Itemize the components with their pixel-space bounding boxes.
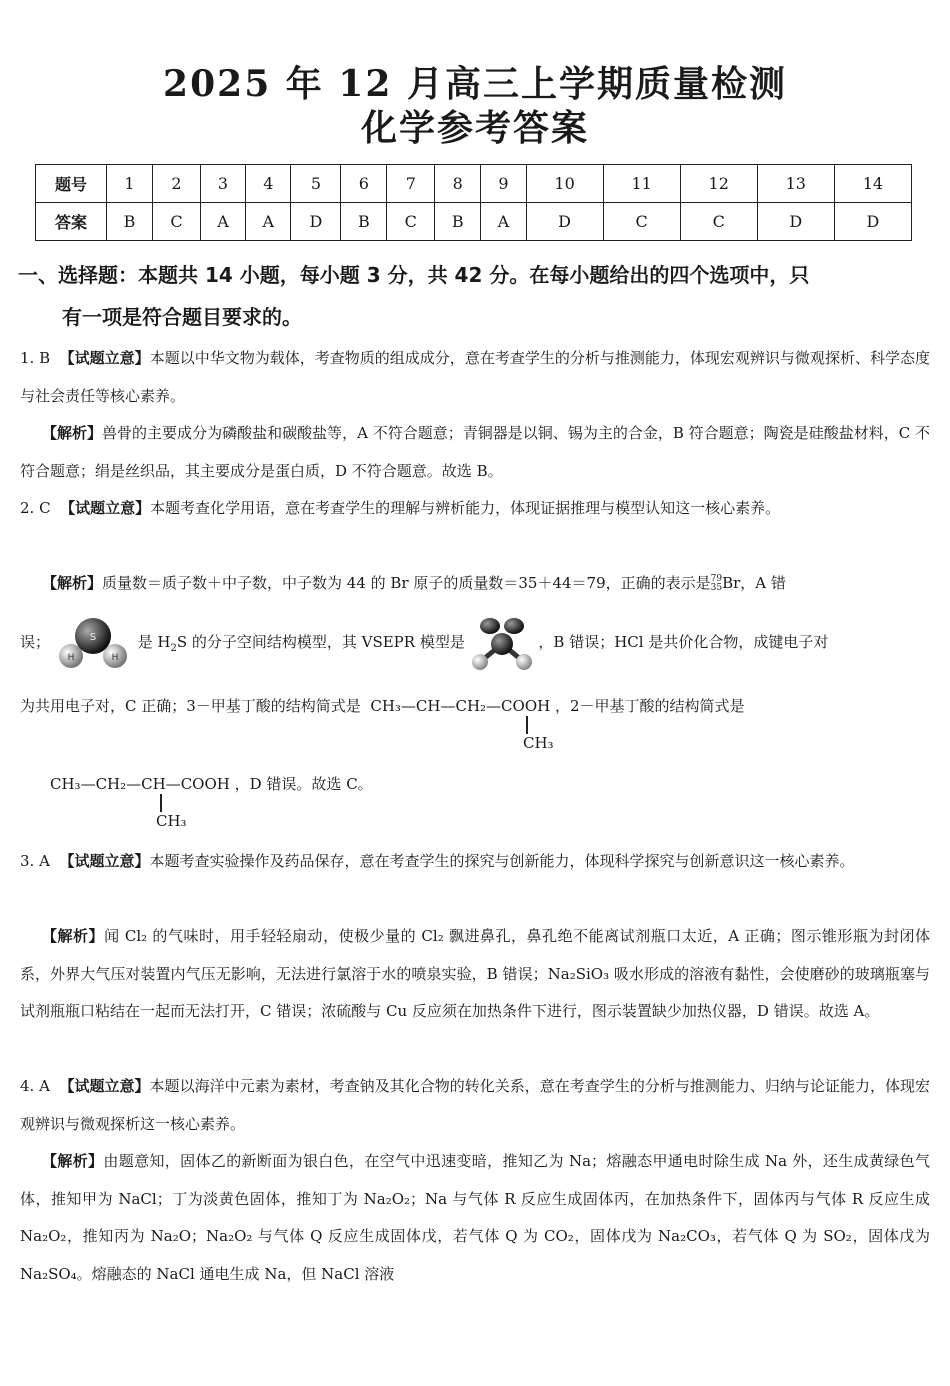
vsepr-model-icon <box>470 614 534 672</box>
q1-intent: 1. B 【试题立意】本题以中华文物为载体，考查物质的组成成分，意在考查学生的分析与推测能力，体现宏观辨识与微观探析、科学态度与社会责任等核心素养。 <box>20 349 930 405</box>
title-line1: 2025 年 12 月高三上学期质量检测 <box>163 63 787 105</box>
q3-analysis: 【解析】闻 Cl₂ 的气味时，用手轻轻扇动，使极少量的 Cl₂ 飘进鼻孔，鼻孔绝不能离试剂瓶口太近，A 正确；图示锥形瓶为封闭体系，外界大气压对装置内气压无影响，无法进行氯溶于水的喷泉实验，B 错误；Na₂SiO₃ 吸水形成的溶液有黏性，会使磨砂的玻璃瓶塞与试剂瓶瓶口粘结在一起而无法打开，C 错误；浓硫酸与 Cu 反应须在加热条件下进行，图示装置缺少加热仪器，D 错误。故选 A。 <box>20 927 930 1020</box>
answer-cell: B <box>107 203 153 241</box>
isotope-z: 35 <box>710 583 723 593</box>
structure-2-methylbutanoic: CH₃—CH₂—CH—COOH <box>50 775 230 793</box>
q2-analysis-line2: 误； S H H 是 $H_2S$ 的分子空间结构模型，其 VSEPR 模型是 ，B 错误；HCl 是共价化合物，成键电子对 <box>20 612 930 679</box>
answer-cell: D <box>834 203 911 241</box>
question-number-cell: 8 <box>435 165 481 203</box>
section1-line2: 有一项是符合题目要求的。 <box>62 305 302 329</box>
section1-line1: 一、选择题：本题共 14 小题，每小题 3 分，共 42 分。在每小题给出的四个选项中，只 <box>18 263 810 287</box>
answer-table <box>35 164 912 241</box>
svg-text:S: S <box>89 632 96 643</box>
question-number-cell: 6 <box>341 165 387 203</box>
answer-cell: A <box>200 203 245 241</box>
question-number-cell: 7 <box>387 165 435 203</box>
q2-intent: 2. C 【试题立意】本题考查化学用语，意在考查学生的理解与辨析能力，体现证据推理与模型认知这一核心素养。 <box>20 499 781 517</box>
svg-text:H: H <box>111 653 119 663</box>
isotope-symbol: Br <box>722 574 741 592</box>
answer-cell: A <box>246 203 291 241</box>
q3-intent: 3. A 【试题立意】本题考查实验操作及药品保存，意在考查学生的探究与创新能力，体现科学探究与创新意识这一核心素养。 <box>20 852 855 870</box>
branch-ch3-1: CH₃ <box>523 734 554 752</box>
branch-bond-2 <box>160 794 162 812</box>
question-number-cell: 11 <box>603 165 680 203</box>
branch-ch3-2: CH₃ <box>156 812 187 830</box>
answer-cell: B <box>341 203 387 241</box>
svg-text:H: H <box>67 653 75 663</box>
isotope-mass: 79 <box>710 574 723 584</box>
question-number-cell: 10 <box>526 165 603 203</box>
answer-cell: C <box>680 203 757 241</box>
answer-cell: A <box>481 203 526 241</box>
table-header-number: 题号 <box>36 165 107 203</box>
answer-cell: C <box>603 203 680 241</box>
q4-analysis: 【解析】由题意知，固体乙的新断面为银白色，在空气中迅速变暗，推知乙为 Na；熔融态甲通电时除生成 Na 外，还生成黄绿色气体，推知甲为 NaCl；丁为淡黄色固体，推知丁为 Na₂O₂；Na 与气体 R 反应生成固体丙，在加热条件下，固体丙与气体 R 反应生成 Na₂O₂，推知丙为 Na₂O；Na₂O₂ 与气体 Q 反应生成固体戊，若气体 Q 为 CO₂，固体戊为 Na₂CO₃，若气体 Q 为 SO₂，固体戊为 Na₂SO₄。熔融态的 NaCl 通电生成 Na，但 NaCl 溶液 <box>20 1152 930 1283</box>
question-number-cell: 4 <box>246 165 291 203</box>
question-number-cell: 9 <box>481 165 526 203</box>
question-number-cell: 2 <box>153 165 201 203</box>
question-number-cell: 13 <box>757 165 834 203</box>
branch-bond-1 <box>526 716 528 734</box>
question-number-cell: 3 <box>200 165 245 203</box>
q2-analysis-line3: 为共用电子对，C 正确；3－甲基丁酸的结构简式是 CH₃—CH—CH₂—COOH ，2－甲基丁酸的结构简式是 <box>20 697 745 715</box>
structure-3-methylbutanoic: CH₃—CH—CH₂—COOH <box>370 697 551 715</box>
answer-cell: C <box>153 203 201 241</box>
h2s-molecule-icon <box>55 614 133 672</box>
q1-analysis: 【解析】兽骨的主要成分为磷酸盐和碳酸盐等，A 不符合题意；青铜器是以铜、锡为主的合金，B 符合题意；陶瓷是硅酸盐材料，C 不符合题意；绢是丝织品，其主要成分是蛋白质，D 不符合题意。故选 B。 <box>20 424 930 480</box>
answer-cell: D <box>526 203 603 241</box>
q2-analysis-line1: 【解析】质量数＝质子数＋中子数，中子数为 44 的 Br 原子的质量数＝35＋44＝79，正确的表示是79 35Br，A 错 <box>42 574 786 593</box>
question-number-cell: 1 <box>107 165 153 203</box>
answer-cell: C <box>387 203 435 241</box>
answer-cell: B <box>435 203 481 241</box>
answer-cell: D <box>757 203 834 241</box>
q4-intent: 4. A 【试题立意】本题以海洋中元素为素材，考查钠及其化合物的转化关系，意在考查学生的分析与推测能力、归纳与论证能力，体现宏观辨识与微观探析这一核心素养。 <box>20 1077 930 1133</box>
question-number-cell: 14 <box>834 165 911 203</box>
question-number-cell: 5 <box>291 165 341 203</box>
title-line2: 化学参考答案 <box>360 107 589 149</box>
q2-analysis-line4: CH₃—CH₂—CH—COOH ，D 错误。故选 C。 <box>50 775 373 793</box>
table-header-answer: 答案 <box>36 203 107 241</box>
answer-cell: D <box>291 203 341 241</box>
question-number-cell: 12 <box>680 165 757 203</box>
